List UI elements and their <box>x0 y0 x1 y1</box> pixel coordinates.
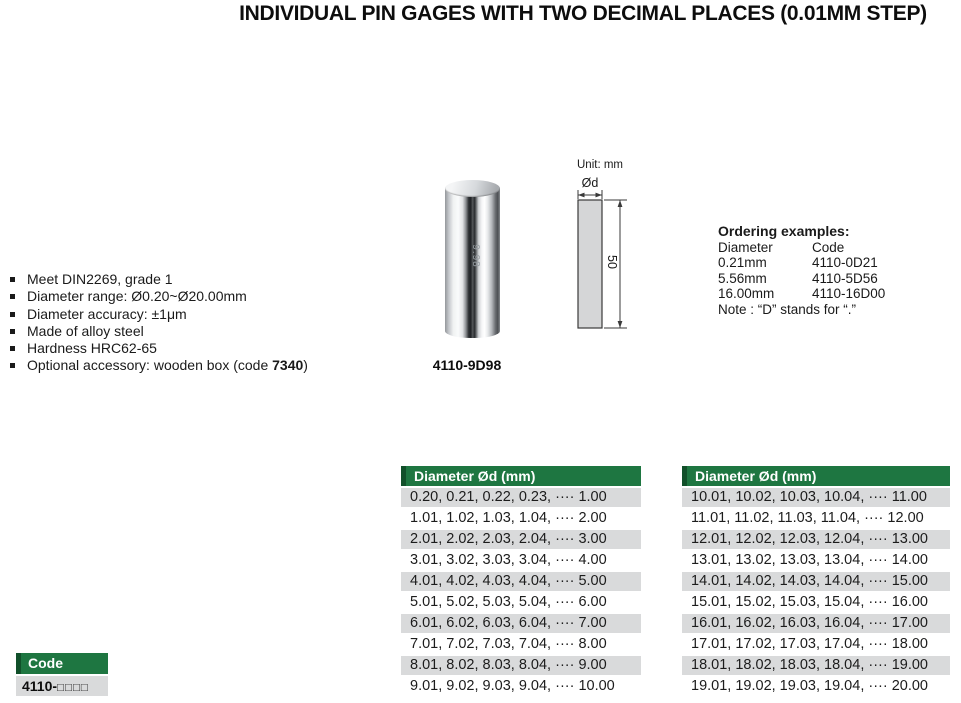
length-dimension-label: 50 <box>605 255 619 269</box>
pin-dimension-drawing <box>555 188 645 338</box>
code-box-value <box>16 676 108 696</box>
bullet-icon <box>10 277 15 282</box>
feature-item <box>8 340 308 357</box>
diameter-dimension-label: Ød <box>581 176 599 190</box>
ordering-code: 4110-5D56 <box>812 270 878 286</box>
table-row: 1.01, 1.02, 1.03, 1.04, ···· 2.00 <box>410 510 607 526</box>
table-row: 13.01, 13.02, 13.03, 13.04, ···· 14.00 <box>691 552 928 568</box>
table-row: 6.01, 6.02, 6.03, 6.04, ···· 7.00 <box>401 614 641 633</box>
table-row: 12.01, 12.02, 12.03, 12.04, ···· 13.00 <box>682 530 950 549</box>
table-row: 14.01, 14.02, 14.03, 14.04, ···· 15.00 <box>682 572 950 591</box>
ordering-code: 4110-0D21 <box>812 255 878 271</box>
table-row: 17.01, 17.02, 17.03, 17.04, ···· 18.00 <box>691 636 928 652</box>
feature-text: Optional accessory: wooden box (code <box>27 357 273 374</box>
ordering-row <box>718 271 885 287</box>
code-box <box>16 653 108 696</box>
ordering-heading: Ordering examples: <box>718 223 850 239</box>
feature-item <box>8 306 308 323</box>
bullet-icon <box>10 329 15 334</box>
ordering-col-diameter: Diameter <box>718 239 773 255</box>
feature-text: Diameter range: Ø0.20~Ø20.00mm <box>27 288 247 305</box>
page-title: INDIVIDUAL PIN GAGES WITH TWO DECIMAL PLACES (0.01MM STEP) <box>239 2 927 25</box>
code-placeholder-squares: □□□□ <box>57 682 89 694</box>
diameter-table-2 <box>682 466 950 698</box>
feature-text: Hardness HRC62-65 <box>27 340 157 357</box>
ordering-col-code: Code <box>812 239 845 255</box>
ordering-diameter: 16.00mm <box>718 286 775 302</box>
ordering-columns <box>718 240 885 256</box>
table-row: 9.01, 9.02, 9.03, 9.04, ···· 10.00 <box>410 678 615 694</box>
table-header: Diameter Ød (mm) <box>682 466 950 486</box>
ordering-row <box>718 286 885 302</box>
code-prefix: 4110- <box>22 678 58 694</box>
bullet-icon <box>10 294 15 299</box>
bullet-icon <box>10 312 15 317</box>
table-header: Diameter Ød (mm) <box>401 466 641 486</box>
table-row: 10.01, 10.02, 10.03, 10.04, ···· 11.00 <box>682 488 950 507</box>
code-box-header: Code <box>16 653 108 674</box>
ordering-diameter: 0.21mm <box>718 255 767 271</box>
feature-item <box>8 323 308 340</box>
diameter-table-1 <box>401 466 641 698</box>
bullet-icon <box>10 346 15 351</box>
table-row: 4.01, 4.02, 4.03, 4.04, ···· 5.00 <box>401 572 641 591</box>
table-row: 8.01, 8.02, 8.03, 8.04, ···· 9.00 <box>401 656 641 675</box>
ordering-note: Note : “D” stands for “.” <box>718 301 857 317</box>
table-row: 3.01, 3.02, 3.03, 3.04, ···· 4.00 <box>410 552 607 568</box>
table-row: 2.01, 2.02, 2.03, 2.04, ···· 3.00 <box>401 530 641 549</box>
table-row: 15.01, 15.02, 15.03, 15.04, ···· 16.00 <box>691 594 928 610</box>
unit-label: Unit: mm <box>577 159 623 171</box>
table-row: 7.01, 7.02, 7.03, 7.04, ···· 8.00 <box>410 636 607 652</box>
table-row: 18.01, 18.02, 18.03, 18.04, ···· 19.00 <box>682 656 950 675</box>
pin-top-face <box>445 180 500 197</box>
feature-text: Meet DIN2269, grade 1 <box>27 271 173 287</box>
feature-item <box>8 288 308 305</box>
table-row: 16.01, 16.02, 16.03, 16.04, ···· 17.00 <box>682 614 950 633</box>
feature-item-optional-accessory <box>8 357 308 374</box>
ordering-diameter: 5.56mm <box>718 270 767 286</box>
feature-text: ) <box>303 357 308 374</box>
ordering-examples <box>718 224 885 318</box>
pin-outline-rect <box>578 200 602 328</box>
ordering-row <box>718 255 885 271</box>
bullet-icon <box>10 363 15 368</box>
table-row: 0.20, 0.21, 0.22, 0.23, ···· 1.00 <box>401 488 641 507</box>
ordering-code: 4110-16D00 <box>812 286 886 302</box>
table-row: 5.01, 5.02, 5.03, 5.04, ···· 6.00 <box>410 594 607 610</box>
pin-gage-photo <box>445 180 500 340</box>
feature-text: Made of alloy steel <box>27 322 144 339</box>
pin-engraved-size: 9.98 <box>470 244 481 268</box>
table-row: 19.01, 19.02, 19.03, 19.04, ···· 20.00 <box>691 678 928 694</box>
feature-item <box>8 271 308 288</box>
pin-model-code: 4110-9D98 <box>432 357 502 373</box>
feature-text: Diameter accuracy: ±1μm <box>27 305 187 322</box>
feature-list <box>8 271 308 375</box>
table-row: 11.01, 11.02, 11.03, 11.04, ···· 12.00 <box>691 510 924 526</box>
accessory-code: 7340 <box>272 357 304 374</box>
